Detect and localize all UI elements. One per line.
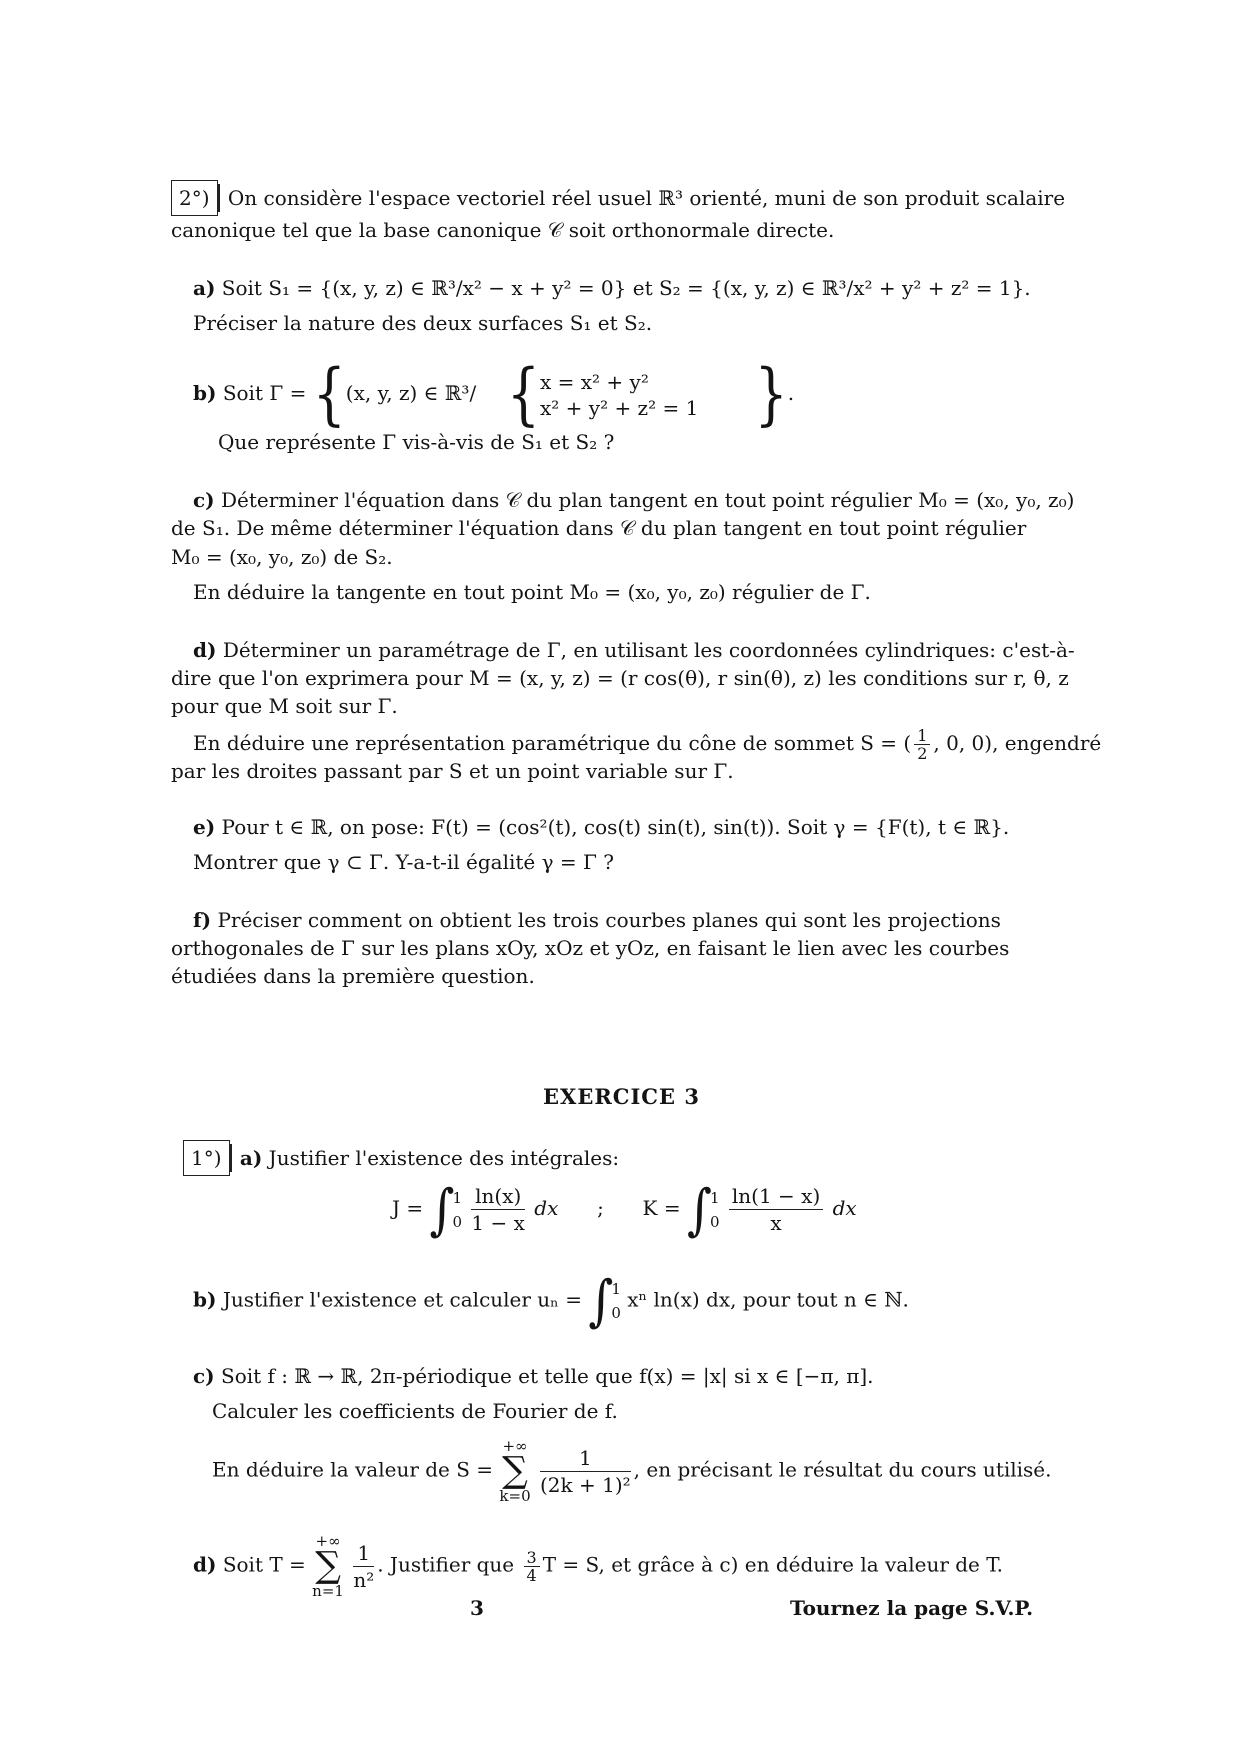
part2-b-line2: Que représente Γ vis-à-vis de S₁ et S₂ ? [218, 430, 615, 454]
part2-c-line4: En déduire la tangente en tout point M₀ = (x₀, y₀, z₀) régulier de Γ. [193, 580, 871, 604]
ex3-b-integrand: xⁿ ln(x) dx, [627, 1287, 737, 1312]
ex3-b-text2: pour tout n ∈ ℕ. [742, 1287, 909, 1312]
S-fraction: $\frac{1}{\text{(2k + 1)²}}$ [539, 1445, 631, 1497]
ex3-b-label: b) [193, 1287, 217, 1312]
period: . [787, 381, 795, 405]
sum-T: +∞ ∑ n=1 [312, 1532, 344, 1600]
part2-f-text1: Préciser comment on obtient les trois courbes planes qui sont les projections [217, 908, 1001, 932]
integral-sign-J: ∫ [429, 1177, 455, 1242]
part2-c-line1 [193, 486, 1074, 514]
integral-sign-u: ∫ [588, 1268, 614, 1334]
part2-a-line1 [193, 274, 1031, 302]
ex3-a-line1 [183, 1140, 619, 1176]
right-brace: } [754, 355, 788, 434]
part2-intro-text-1: On considère l'espace vectoriel réel usuel ℝ³ orienté, muni de son produit scalaire [227, 186, 1066, 210]
J-dx: dx [534, 1196, 559, 1220]
integrals-J-K [392, 1177, 857, 1242]
part2-c-line2: de S₁. De même déterminer l'équation dans 𝒞 du plan tangent en tout point régulier [171, 516, 1027, 540]
separator: ; [597, 1196, 604, 1220]
ex3-b-text1: Justifier l'existence et calculer uₙ = [222, 1287, 582, 1312]
ex3-d-text2: T = S, et grâce à c) en déduire la valeur de T. [542, 1552, 1004, 1577]
system-eq2: x² + y² + z² = 1 [540, 395, 699, 420]
ex3-number-box: 1°) [183, 1140, 230, 1176]
part2-c-label: c) [193, 488, 215, 512]
part2-a-text1: Soit S₁ = {(x, y, z) ∈ ℝ³/x² − x + y² = 0} et S₂ = {(x, y, z) ∈ ℝ³/x² + y² + z² = 1}. [221, 276, 1031, 300]
turn-page-note: Tournez la page S.V.P. [790, 1596, 1034, 1620]
equation-system [540, 369, 698, 421]
part2-a-label: a) [193, 276, 216, 300]
integral-limits-u: 1 0 [611, 1280, 621, 1322]
part2-d-text1: Déterminer un paramétrage de Γ, en utilisant les coordonnées cylindriques: c'est-à- [222, 638, 1075, 662]
part2-e-line2: Montrer que γ ⊂ Γ. Y-a-t-il égalité γ = Γ ? [193, 850, 615, 874]
T-fraction: $\frac{1}{\text{n²}}$ [353, 1540, 375, 1592]
ex3-c-line3 [212, 1438, 1052, 1504]
ex3-c-text3a: En déduire la valeur de S = [212, 1457, 494, 1482]
part2-b-label: b) [193, 381, 217, 405]
part2-f-line3: étudiées dans la première question. [171, 964, 535, 988]
ex3-c-label: c) [193, 1364, 215, 1388]
integral-limits-J: 1 0 [452, 1188, 463, 1231]
ex3-a-text: Justifier l'existence des intégrales: [268, 1146, 620, 1170]
ex3-c-line1 [193, 1362, 874, 1390]
part2-a-line2: Préciser la nature des deux surfaces S₁ et S₂. [193, 311, 653, 335]
part2-intro-line2: canonique tel que la base canonique 𝒞 soit orthonormale directe. [171, 218, 835, 242]
ex3-b-line [193, 1268, 909, 1334]
part2-c-line3: M₀ = (x₀, y₀, z₀) de S₂. [171, 545, 393, 569]
ex3-d-line [193, 1533, 1003, 1599]
part2-d-text4b: , 0, 0), engendré [933, 731, 1102, 755]
three-quarters-fraction: $\frac{3}{4}$ [524, 1549, 540, 1584]
system-brace: { [506, 355, 540, 434]
left-brace: { [312, 355, 346, 434]
system-eq1: x = x² + y² [540, 369, 649, 394]
ex3-d-text1: . Justifier que [377, 1552, 515, 1577]
ex3-c-line2: Calculer les coefficients de Fourier de f. [212, 1399, 618, 1423]
part2-intro-line1 [171, 180, 1065, 216]
sum-S: +∞ ∑ k=0 [499, 1437, 531, 1505]
part2-d-label: d) [193, 638, 217, 662]
ex3-d-label: d) [193, 1552, 217, 1577]
part2-d-line2: dire que l'on exprimera pour M = (x, y, z) = (r cos(θ), r sin(θ), z) les conditions sur r, θ, z [171, 666, 1069, 690]
part2-b-soit: Soit Γ = [222, 381, 313, 405]
part2-d-line1 [193, 636, 1075, 664]
ex3-d-soit: Soit T = [222, 1552, 306, 1577]
K-lhs: K = [642, 1196, 681, 1220]
part2-f-label: f) [193, 908, 212, 932]
ex3-c-text3b: , en précisant le résultat du cours utilisé. [633, 1457, 1052, 1482]
part2-b-line1 [193, 355, 795, 434]
part2-number-box: 2°) [171, 180, 218, 216]
J-lhs: J = [392, 1196, 424, 1220]
half-fraction: $\frac{1}{2}$ [914, 727, 930, 762]
part2-e-line1 [193, 813, 1009, 841]
part2-f-line1 [193, 906, 1001, 934]
K-fraction: $\frac{\ln(1 - x)}{x}$ [729, 1183, 823, 1236]
integral-limits-K: 1 0 [709, 1188, 720, 1231]
part2-d-text4a: En déduire une représentation paramétrique du cône de sommet S = ( [193, 731, 912, 755]
ex3-c-text1: Soit f : ℝ → ℝ, 2π-périodique et telle que f(x) = |x| si x ∈ [−π, π]. [221, 1364, 874, 1388]
part2-e-text1: Pour t ∈ ℝ, on pose: F(t) = (cos²(t), cos(t) sin(t), sin(t)). Soit γ = {F(t), t ∈ ℝ}. [221, 815, 1010, 839]
part2-c-text1: Déterminer l'équation dans 𝒞 du plan tangent en tout point régulier M₀ = (x₀, y₀, z₀) [221, 488, 1075, 512]
part2-f-line2: orthogonales de Γ sur les plans xOy, xOz et yOz, en faisant le lien avec les courbes [171, 936, 1010, 960]
K-dx: dx [832, 1196, 857, 1220]
page-number: 3 [470, 1596, 484, 1620]
part2-e-label: e) [193, 815, 216, 839]
part2-d-line3: pour que M soit sur Γ. [171, 694, 398, 718]
part2-d-line5: par les droites passant par S et un point variable sur Γ. [171, 759, 734, 783]
part2-b-set: (x, y, z) ∈ ℝ³/ [345, 381, 477, 405]
J-fraction: $\frac{\ln(x)}{1 - x}$ [471, 1184, 525, 1235]
integral-sign-K: ∫ [686, 1177, 712, 1242]
exercise3-title: EXERCICE 3 [543, 1084, 700, 1109]
ex3-a-label: a) [239, 1146, 263, 1170]
